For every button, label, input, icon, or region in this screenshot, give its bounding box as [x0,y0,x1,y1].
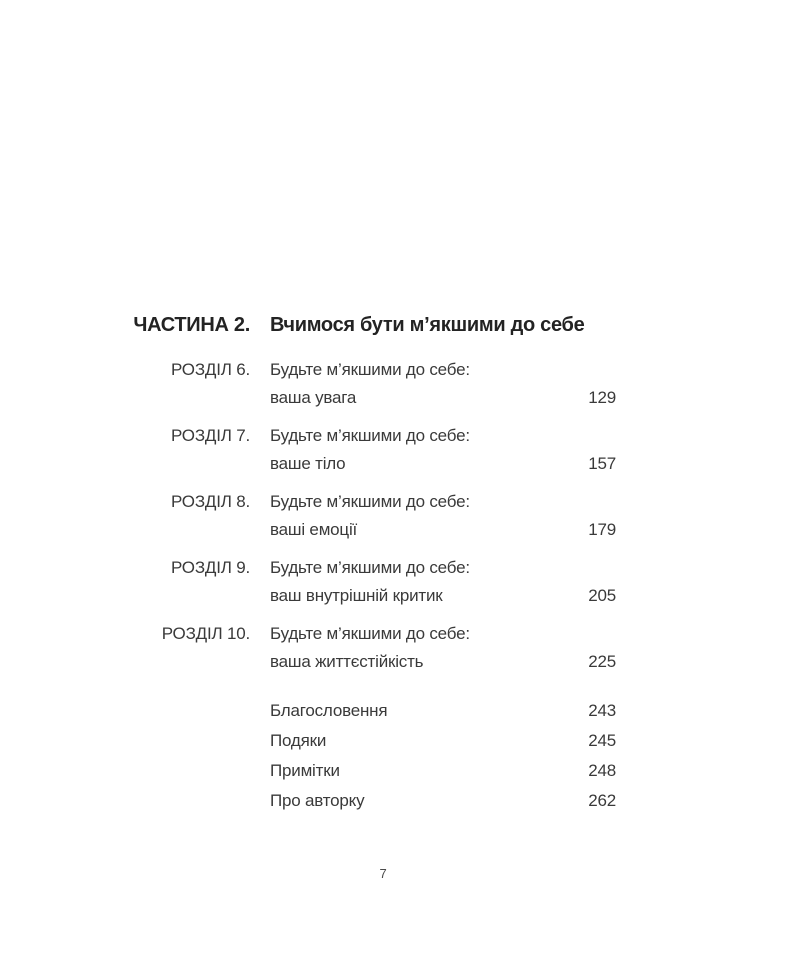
toc-entry-acknowledgements [130,726,616,756]
entry-title: Примітки [270,761,340,780]
entry-page-number: 262 [588,791,616,810]
back-matter-section [130,696,616,816]
entry-page-number: 243 [588,701,616,720]
chapter-title-line-1: Будьте м’якшими до себе: [270,624,470,643]
toc-entry-chapter-9 [130,554,616,610]
toc-entry-chapter-7 [130,422,616,478]
entry-page-number: 248 [588,761,616,780]
chapter-title-line-2: ваш внутрішній критик [270,586,443,605]
toc-entry-chapter-6 [130,356,616,412]
chapter-title [270,554,564,610]
chapter-page-number: 205 [588,586,616,605]
chapter-title-line-2: ваше тіло [270,454,346,473]
entry-title: Благословення [270,701,388,720]
chapter-title-line-1: Будьте м’якшими до себе: [270,558,470,577]
chapter-title-line-2: ваша увага [270,388,357,407]
entry-page-number: 245 [588,731,616,750]
toc-entry-about-author [130,786,616,816]
entry-label-empty [130,786,250,816]
chapter-title [270,620,564,676]
chapter-label: РОЗДІЛ 7. [171,426,250,445]
chapter-label: РОЗДІЛ 6. [171,360,250,379]
chapter-label: РОЗДІЛ 8. [171,492,250,511]
chapter-title-line-2: ваша життєстійкість [270,652,424,671]
chapter-label: РОЗДІЛ 9. [171,558,250,577]
chapter-label: РОЗДІЛ 10. [161,624,250,643]
chapter-title-line-2: ваші емоції [270,520,358,539]
toc-entry-notes [130,756,616,786]
toc-entry-chapter-8 [130,488,616,544]
chapter-title-line-1: Будьте м’якшими до себе: [270,492,470,511]
toc-entry-chapter-10 [130,620,616,676]
chapter-title [270,422,564,478]
entry-label-empty [130,696,250,726]
chapter-page-number: 157 [588,454,616,473]
chapter-title [270,356,564,412]
toc-entry-blessing [130,696,616,726]
entry-title: Подяки [270,731,327,750]
folio-page-number: 7 [379,866,387,881]
entry-title: Про авторку [270,791,365,810]
chapter-title-line-1: Будьте м’якшими до себе: [270,360,470,379]
part-header [130,310,616,340]
chapter-page-number: 129 [588,388,616,407]
chapter-title-line-1: Будьте м’якшими до себе: [270,426,470,445]
part-label: ЧАСТИНА 2. [133,314,250,336]
entry-label-empty [130,756,250,786]
part-title: Вчимося бути м’якшими до себе [270,314,585,336]
table-of-contents [130,310,616,816]
chapter-page-number: 225 [588,652,616,671]
entry-label-empty [130,726,250,756]
chapter-page-number: 179 [588,520,616,539]
chapter-title [270,488,564,544]
